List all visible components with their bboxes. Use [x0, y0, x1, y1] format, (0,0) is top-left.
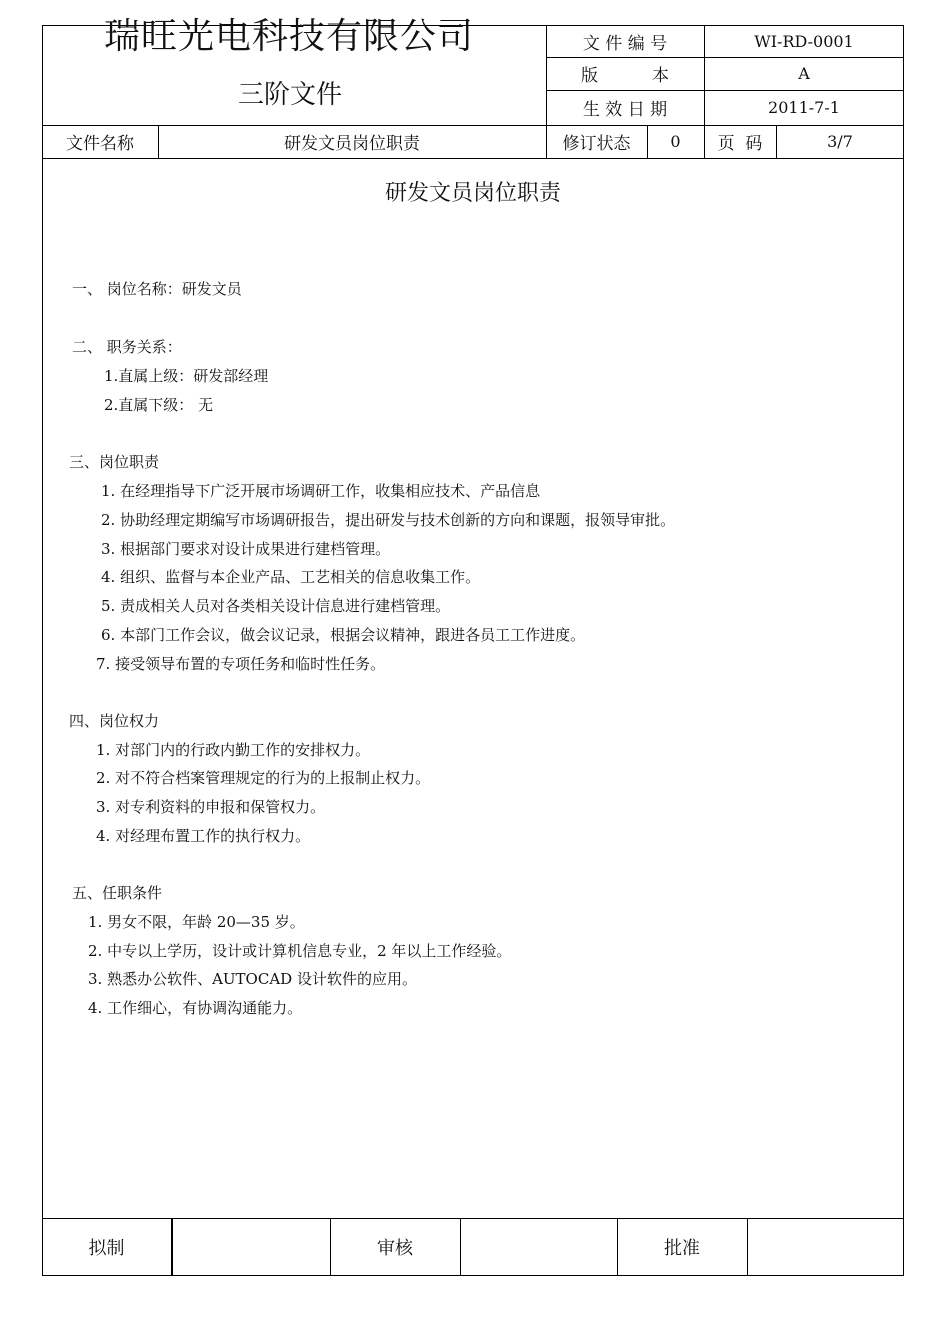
list-item: 6. 本部门工作会议，做会议记录，根据会议精神，跟进各员工工作进度。	[101, 626, 586, 644]
list-item: 1. 在经理指导下广泛开展市场调研工作，收集相应技术、产品信息	[101, 482, 541, 500]
document-title: 研发文员岗位职责	[384, 181, 561, 206]
approved-field	[747, 1218, 904, 1276]
version-label: 版 本	[580, 66, 670, 86]
list-item: 1.直属上级：研发部经理	[104, 367, 269, 385]
document-frame	[42, 25, 904, 1276]
effective-date-value: 2011-7-1	[768, 98, 840, 117]
section-heading: 三、岗位职责	[69, 453, 160, 471]
revision-label: 修订状态	[562, 134, 631, 154]
page-label: 页 码	[717, 134, 763, 154]
list-item: 2. 中专以上学历，设计或计算机信息专业，2 年以上工作经验。	[88, 942, 512, 960]
effective-date-label: 生 效 日 期	[582, 100, 668, 120]
revision-value: 0	[670, 132, 681, 151]
list-item: 4. 组织、监督与本企业产品、工艺相关的信息收集工作。	[101, 568, 481, 586]
file-name-label: 文件名称	[66, 134, 134, 154]
list-item: 2.直属下级： 无	[104, 396, 214, 414]
list-item: 7. 接受领导布置的专项任务和临时性任务。	[96, 655, 386, 673]
list-item: 3. 熟悉办公软件、AUTOCAD 设计软件的应用。	[88, 970, 417, 988]
section-heading: 五、任职条件	[72, 884, 163, 902]
file-name-value: 研发文员岗位职责	[284, 134, 420, 154]
list-item: 2. 对不符合档案管理规定的行为的上报制止权力。	[96, 769, 431, 787]
section-heading: 一、 岗位名称：研发文员	[72, 280, 242, 298]
list-item: 2. 协助经理定期编写市场调研报告，提出研发与技术创新的方向和课题，报领导审批。	[101, 511, 676, 529]
list-item: 1. 对部门内的行政内勤工作的安排权力。	[96, 741, 371, 759]
drafted-label: 拟制	[88, 1238, 125, 1259]
drafted-field	[173, 1218, 330, 1276]
version-value: A	[798, 64, 810, 83]
list-item: 4. 工作细心，有协调沟通能力。	[88, 999, 303, 1017]
page-value: 3/7	[827, 132, 853, 151]
document-level: 三阶文件	[238, 80, 343, 110]
section-heading: 四、岗位权力	[69, 712, 160, 730]
list-item: 3. 对专利资料的申报和保管权力。	[96, 798, 326, 816]
list-item: 5. 责成相关人员对各类相关设计信息进行建档管理。	[101, 597, 451, 615]
approved-label: 批准	[664, 1238, 700, 1259]
company-name: 瑞旺光电科技有限公司	[104, 16, 475, 57]
doc-number-value: WI-RD-0001	[754, 31, 854, 51]
list-item: 4. 对经理布置工作的执行权力。	[96, 827, 311, 845]
reviewed-label: 审核	[377, 1238, 413, 1259]
doc-number-label: 文 件 编 号	[582, 33, 668, 54]
list-item: 3. 根据部门要求对设计成果进行建档管理。	[101, 540, 391, 558]
section-heading: 二、 职务关系：	[72, 338, 182, 356]
list-item: 1. 男女不限，年龄 20—35 岁。	[88, 913, 305, 931]
reviewed-field	[460, 1218, 617, 1276]
header-rule	[42, 158, 904, 159]
